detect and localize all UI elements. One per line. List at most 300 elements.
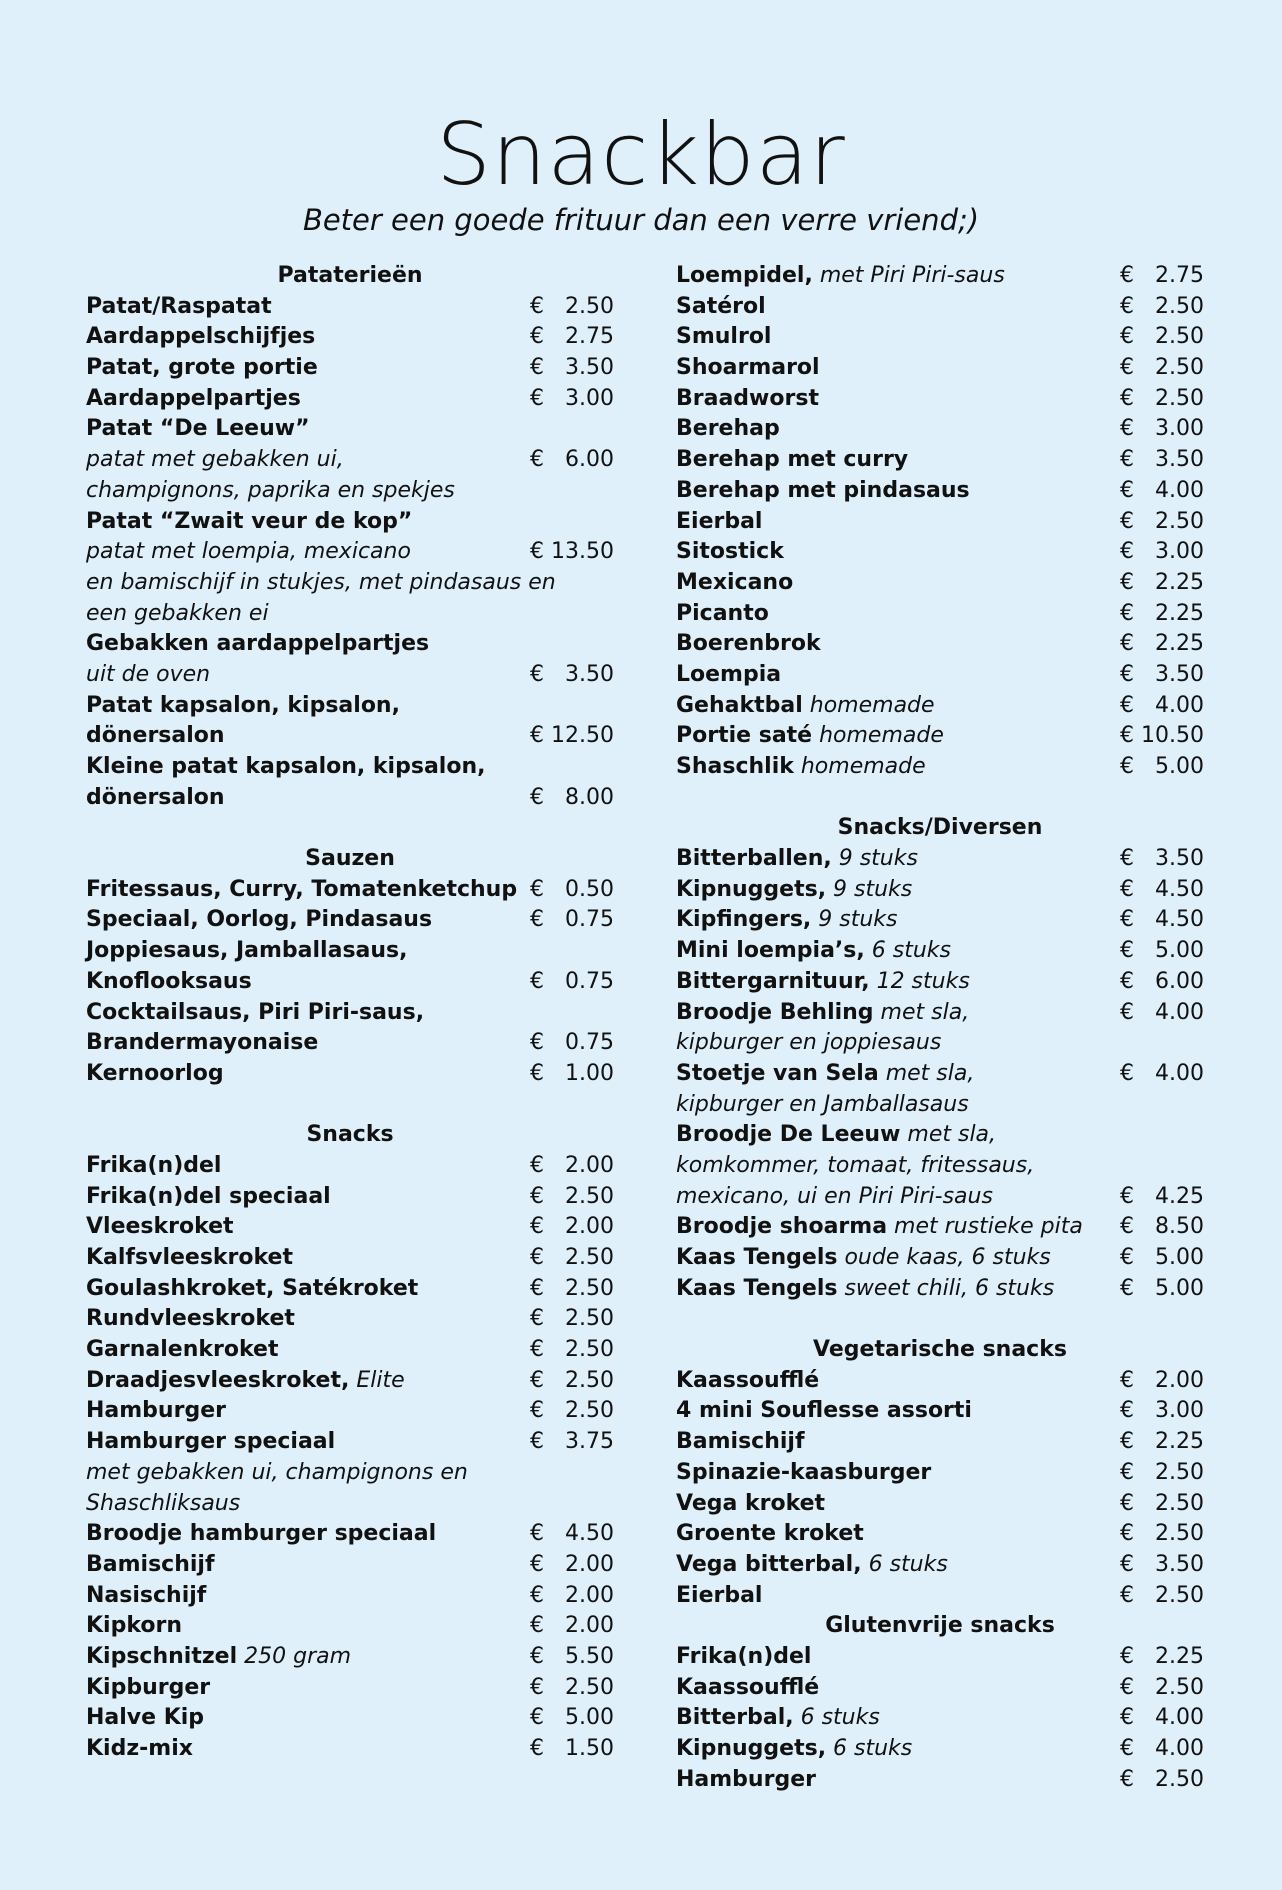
menu-item-text <box>86 1243 293 1274</box>
menu-item-name: Broodje hamburger speciaal <box>86 1521 437 1547</box>
menu-item-text <box>676 1550 948 1581</box>
menu-item-text <box>676 476 970 507</box>
menu-item-text <box>86 292 272 323</box>
menu-item-name: Rundvleeskroket <box>86 1306 295 1332</box>
menu-item-name: Mexicano <box>676 569 794 595</box>
price-amount: 5.00 <box>1155 754 1204 779</box>
menu-item-text <box>676 1274 1054 1305</box>
menu-item-description: 9 stuks <box>826 876 913 902</box>
menu-item-name: Brandermayonaise <box>86 1030 319 1056</box>
menu-item-row <box>86 1489 614 1520</box>
menu-item-row <box>86 353 614 384</box>
spacer <box>676 1304 1204 1335</box>
menu-item-text <box>676 875 912 906</box>
price-amount: 4.25 <box>1155 1183 1204 1209</box>
menu-item-description: 6 stuks <box>864 938 951 964</box>
menu-item-name: Kipkorn <box>86 1613 183 1639</box>
menu-item-name: Groente kroket <box>676 1521 864 1547</box>
menu-item-text <box>676 1120 996 1151</box>
price-amount: 2.50 <box>565 1306 614 1332</box>
menu-item-name: Patat “De Leeuw” <box>86 416 310 442</box>
menu-item-name: Fritessaus, Curry, Tomatenketchup <box>86 876 518 902</box>
currency-symbol: € <box>530 1367 544 1393</box>
price-amount: 2.00 <box>565 1613 614 1639</box>
menu-item-row <box>676 537 1204 568</box>
menu-item-description: 6 stuks <box>826 1736 913 1761</box>
menu-item-row <box>86 905 614 936</box>
currency-symbol: € <box>1120 293 1134 319</box>
menu-item-name: Gehaktbal <box>676 692 803 718</box>
menu-item-row <box>676 1673 1204 1704</box>
currency-symbol: € <box>530 661 544 687</box>
menu-item-row <box>676 721 1204 752</box>
menu-item-row <box>676 1458 1204 1489</box>
menu-item-description: met rustieke pita <box>887 1214 1083 1240</box>
menu-item-text <box>86 568 556 599</box>
menu-item-description: Shaschliksaus <box>86 1490 241 1516</box>
currency-symbol: € <box>1120 938 1134 964</box>
menu-item-row <box>676 1059 1204 1090</box>
currency-symbol: € <box>1120 1736 1134 1761</box>
menu-item-row <box>676 998 1204 1029</box>
spacer <box>676 783 1204 814</box>
menu-item-row <box>86 1734 614 1765</box>
menu-item-name: Stoetje van Sela <box>676 1060 879 1086</box>
menu-item-row <box>86 445 614 476</box>
menu-item-row <box>86 875 614 906</box>
menu-item-row <box>676 936 1204 967</box>
menu-item-row <box>86 1427 614 1458</box>
menu-item-name: Patat “Zwait veur de kop” <box>86 508 413 534</box>
menu-item-text <box>676 936 951 967</box>
menu-item-text <box>676 353 820 384</box>
menu-item-row <box>86 1274 614 1305</box>
price-amount: 4.00 <box>1155 1060 1204 1086</box>
menu-item-text <box>86 384 301 415</box>
menu-item-name: Bamischijf <box>86 1551 215 1577</box>
menu-item-text <box>676 1427 805 1458</box>
menu-item-name: Kleine patat kapsalon, kipsalon, <box>86 754 486 779</box>
menu-item-row <box>676 875 1204 906</box>
menu-item-name: Draadjesvleeskroket, <box>86 1367 350 1393</box>
menu-item-name: Joppiesaus, Jamballasaus, <box>86 938 408 964</box>
menu-item-name: Patat/Raspatat <box>86 293 272 319</box>
menu-item-row <box>86 752 614 783</box>
menu-item-description: komkommer, tomaat, fritessaus, <box>676 1152 1035 1178</box>
price-amount: 3.00 <box>1155 539 1204 565</box>
currency-symbol: € <box>530 1582 544 1608</box>
price-amount: 0.50 <box>565 876 614 902</box>
price-amount: 5.50 <box>565 1643 614 1669</box>
price-amount: 2.25 <box>1155 569 1204 595</box>
menu-item-name: Kernoorlog <box>86 1060 224 1086</box>
menu-item-description: met Piri Piri-saus <box>812 263 1005 288</box>
menu-item-text <box>676 1243 1051 1274</box>
menu-item-text <box>676 414 780 445</box>
price-amount: 2.25 <box>1155 631 1204 657</box>
menu-item-name: Aardappelpartjes <box>86 385 301 411</box>
menu-item-description: sweet chili, 6 stuks <box>837 1275 1055 1301</box>
price-amount: 4.50 <box>565 1521 614 1547</box>
menu-item-text <box>86 1519 436 1550</box>
menu-item-row <box>86 967 614 998</box>
menu-item-name: Satérol <box>676 293 766 319</box>
menu-item-name: Bitterballen, <box>676 846 832 872</box>
section-heading: Glutenvrije snacks <box>825 1613 1055 1639</box>
menu-item-text <box>676 322 771 353</box>
price-amount: 8.50 <box>1155 1214 1204 1240</box>
menu-item-text <box>86 1151 221 1182</box>
menu-item-name: Loempidel, <box>676 263 813 288</box>
currency-symbol: € <box>1120 1521 1134 1547</box>
currency-symbol: € <box>530 1245 544 1270</box>
currency-symbol: € <box>1120 1551 1134 1577</box>
menu-item-description: 12 stuks <box>869 968 970 994</box>
menu-item-name: Sitostick <box>676 539 784 565</box>
menu-column-left <box>86 261 614 1765</box>
menu-item-row <box>676 261 1204 292</box>
currency-symbol: € <box>530 1183 544 1209</box>
menu-item-row <box>676 752 1204 783</box>
menu-item-text <box>676 1151 1034 1182</box>
menu-item-text <box>86 1611 182 1642</box>
menu-item-text <box>86 1458 468 1489</box>
menu-item-description: homemade <box>793 754 926 779</box>
menu-item-name: Mini loempia’s, <box>676 938 865 964</box>
price-amount: 10.50 <box>1141 723 1204 749</box>
currency-symbol: € <box>530 355 544 381</box>
currency-symbol: € <box>1120 477 1134 503</box>
menu-item-row <box>86 1059 614 1090</box>
currency-symbol: € <box>1120 876 1134 902</box>
currency-symbol: € <box>1120 1766 1134 1792</box>
currency-symbol: € <box>1120 907 1134 933</box>
menu-item-text <box>676 1059 974 1090</box>
menu-item-text <box>86 967 252 998</box>
currency-symbol: € <box>1120 631 1134 657</box>
menu-item-name: Garnalenkroket <box>86 1337 279 1363</box>
price-amount: 2.00 <box>565 1152 614 1178</box>
menu-item-text <box>86 1642 351 1673</box>
currency-symbol: € <box>530 1613 544 1639</box>
price-amount: 1.00 <box>565 1060 614 1086</box>
menu-item-text <box>86 721 225 752</box>
currency-symbol: € <box>530 1030 544 1056</box>
menu-item-text <box>676 568 793 599</box>
price-amount: 2.50 <box>565 1275 614 1301</box>
menu-item-name: Loempia <box>676 661 782 687</box>
price-amount: 2.50 <box>1155 1582 1204 1608</box>
menu-item-description: 6 stuks <box>861 1551 948 1577</box>
menu-item-row <box>676 1550 1204 1581</box>
currency-symbol: € <box>1120 1429 1134 1455</box>
currency-symbol: € <box>530 1337 544 1363</box>
currency-symbol: € <box>530 1429 544 1455</box>
menu-item-name: Berehap met pindasaus <box>676 477 970 503</box>
price-amount: 2.00 <box>565 1582 614 1608</box>
currency-symbol: € <box>1120 1459 1134 1485</box>
price-amount: 4.00 <box>1155 477 1204 503</box>
menu-item-description: oude kaas, 6 stuks <box>837 1245 1051 1270</box>
price-amount: 2.75 <box>565 324 614 350</box>
menu-item-name: Shoarmarol <box>676 355 820 381</box>
menu-item-description: 250 gram <box>237 1643 352 1669</box>
currency-symbol: € <box>530 1521 544 1547</box>
menu-item-row <box>676 905 1204 936</box>
menu-item-name: Knoflooksaus <box>86 968 252 994</box>
price-amount: 2.50 <box>1155 1766 1204 1792</box>
menu-item-text <box>86 1673 210 1704</box>
menu-item-name: Berehap met curry <box>676 447 909 473</box>
price-amount: 3.00 <box>1155 416 1204 442</box>
menu-item-text <box>86 537 411 568</box>
menu-item-text <box>676 445 908 476</box>
menu-item-name: Shaschlik <box>676 754 794 779</box>
menu-item-text <box>86 1274 418 1305</box>
menu-item-text <box>676 660 781 691</box>
price-amount: 2.50 <box>1155 1521 1204 1547</box>
menu-item-row <box>86 476 614 507</box>
menu-item-row <box>86 1611 614 1642</box>
currency-symbol: € <box>530 1214 544 1240</box>
menu-item-name: Frika(n)del <box>676 1643 812 1669</box>
menu-item-description: 9 stuks <box>811 907 898 933</box>
menu-item-text <box>676 1519 864 1550</box>
price-amount: 2.25 <box>1155 600 1204 626</box>
menu-item-row <box>86 292 614 323</box>
menu-item-name: Kaas Tengels <box>676 1245 838 1270</box>
menu-item-text <box>676 1090 969 1121</box>
menu-item-name: Braadworst <box>676 385 819 411</box>
menu-item-text <box>676 507 762 538</box>
menu-item-text <box>86 445 344 476</box>
price-amount: 2.50 <box>1155 293 1204 319</box>
menu-item-text <box>86 1396 226 1427</box>
menu-item-text <box>676 261 1005 292</box>
price-amount: 4.50 <box>1155 876 1204 902</box>
menu-item-row <box>86 599 614 630</box>
price-amount: 2.50 <box>565 1398 614 1424</box>
menu-item-name: Frika(n)del speciaal <box>86 1183 331 1209</box>
currency-symbol: € <box>1120 661 1134 687</box>
section-heading: Snacks/Diversen <box>837 815 1043 841</box>
menu-item-row <box>676 1642 1204 1673</box>
currency-symbol: € <box>530 1275 544 1301</box>
menu-item-row <box>86 1151 614 1182</box>
price-amount: 2.50 <box>1155 508 1204 534</box>
price-amount: 2.50 <box>1155 324 1204 350</box>
price-amount: 2.50 <box>565 1183 614 1209</box>
menu-item-name: Spinazie-kaasburger <box>676 1459 932 1485</box>
menu-item-row <box>86 998 614 1029</box>
menu-item-text <box>86 1059 224 1090</box>
menu-item-row <box>86 936 614 967</box>
menu-item-row <box>86 783 614 814</box>
menu-item-row <box>676 1581 1204 1612</box>
menu-item-name: Kipnuggets, <box>676 876 827 902</box>
menu-item-name: Picanto <box>676 600 769 626</box>
currency-symbol: € <box>530 1152 544 1178</box>
menu-item-row <box>86 1182 614 1213</box>
menu-item-description: champignons, paprika en spekjes <box>86 477 455 503</box>
menu-item-text <box>676 1642 811 1673</box>
currency-symbol: € <box>1120 416 1134 442</box>
spacer <box>86 1090 614 1121</box>
menu-item-description: homemade <box>812 723 944 749</box>
currency-symbol: € <box>530 1398 544 1424</box>
section-heading: Vegetarische snacks <box>813 1337 1067 1363</box>
menu-item-description: 9 stuks <box>831 846 918 872</box>
menu-item-text <box>676 1489 825 1520</box>
currency-symbol: € <box>1120 1705 1134 1731</box>
menu-item-name: Kipnuggets, <box>676 1736 827 1761</box>
price-amount: 1.50 <box>565 1736 614 1761</box>
currency-symbol: € <box>1120 263 1134 288</box>
menu-item-row <box>86 414 614 445</box>
menu-item-text <box>86 1212 234 1243</box>
menu-item-name: Kaassoufflé <box>676 1367 820 1393</box>
currency-symbol: € <box>530 1551 544 1577</box>
currency-symbol: € <box>530 968 544 994</box>
price-amount: 2.25 <box>1155 1643 1204 1669</box>
menu-item-row <box>86 507 614 538</box>
menu-item-description: mexicano, ui en Piri Piri-saus <box>676 1183 993 1209</box>
currency-symbol: € <box>1120 723 1134 749</box>
menu-item-row <box>86 1673 614 1704</box>
menu-item-row <box>676 445 1204 476</box>
menu-item-description: met gebakken ui, champignons en <box>86 1459 468 1485</box>
menu-item-text <box>86 322 315 353</box>
menu-header <box>0 105 1282 237</box>
menu-item-text <box>676 998 969 1029</box>
menu-item-text <box>86 998 424 1029</box>
menu-item-name: Broodje shoarma <box>676 1214 888 1240</box>
menu-item-row <box>676 1765 1204 1796</box>
currency-symbol: € <box>530 385 544 411</box>
menu-item-row <box>676 507 1204 538</box>
menu-item-row <box>86 568 614 599</box>
menu-item-description: een gebakken ei <box>86 600 269 626</box>
menu-item-text <box>676 752 926 783</box>
price-amount: 2.50 <box>565 1245 614 1270</box>
currency-symbol: € <box>530 723 544 749</box>
price-amount: 8.00 <box>565 784 614 810</box>
menu-item-name: Cocktailsaus, Piri Piri-saus, <box>86 999 425 1025</box>
menu-item-name: Bittergarnituur, <box>676 968 870 994</box>
price-amount: 2.00 <box>1155 1367 1204 1393</box>
menu-item-name: Speciaal, Oorlog, Pindasaus <box>86 907 433 933</box>
currency-symbol: € <box>530 539 544 565</box>
menu-item-name: Gebakken aardappelpartjes <box>86 631 430 657</box>
menu-item-text <box>86 936 408 967</box>
menu-item-name: Kaassoufflé <box>676 1674 820 1700</box>
menu-item-row <box>676 660 1204 691</box>
spacer <box>86 813 614 844</box>
menu-item-text <box>86 1427 335 1458</box>
page-title: Snackbar <box>436 105 846 205</box>
menu-item-row <box>86 1642 614 1673</box>
menu-item-row <box>676 1120 1204 1151</box>
menu-item-row <box>86 1458 614 1489</box>
currency-symbol: € <box>530 1674 544 1700</box>
price-amount: 2.00 <box>565 1214 614 1240</box>
menu-item-text <box>676 1366 819 1397</box>
menu-item-name: Broodje De Leeuw <box>676 1122 901 1148</box>
menu-item-description: met sla, <box>900 1122 997 1148</box>
menu-item-name: Bamischijf <box>676 1429 805 1455</box>
menu-item-row <box>676 1519 1204 1550</box>
currency-symbol: € <box>1120 569 1134 595</box>
menu-item-text <box>86 752 485 783</box>
currency-symbol: € <box>1120 600 1134 626</box>
menu-item-name: Broodje Behling <box>676 999 874 1025</box>
menu-item-row <box>86 1243 614 1274</box>
menu-item-text <box>86 783 225 814</box>
menu-item-row <box>676 599 1204 630</box>
menu-item-text <box>86 1366 405 1397</box>
menu-item-description: patat met gebakken ui, <box>86 447 344 473</box>
currency-symbol: € <box>1120 508 1134 534</box>
menu-item-row <box>86 660 614 691</box>
menu-item-name: Smulrol <box>676 324 772 350</box>
menu-item-name: Frika(n)del <box>86 1152 222 1178</box>
menu-item-text <box>86 691 400 722</box>
menu-item-description: patat met loempia, mexicano <box>86 539 411 565</box>
menu-item-row <box>86 1335 614 1366</box>
menu-item-text <box>86 875 517 906</box>
currency-symbol: € <box>1120 1367 1134 1393</box>
menu-item-row <box>676 292 1204 323</box>
menu-item-text <box>86 1182 331 1213</box>
menu-item-row <box>676 384 1204 415</box>
price-amount: 2.50 <box>1155 1490 1204 1516</box>
menu-item-text <box>86 414 310 445</box>
currency-symbol: € <box>1120 968 1134 994</box>
price-amount: 2.75 <box>1155 263 1204 288</box>
menu-item-row <box>676 322 1204 353</box>
menu-item-text <box>676 1581 762 1612</box>
menu-item-name: Boerenbrok <box>676 631 821 657</box>
menu-item-text <box>86 1304 295 1335</box>
menu-item-row <box>86 1304 614 1335</box>
currency-symbol: € <box>1120 1245 1134 1270</box>
currency-symbol: € <box>1120 355 1134 381</box>
price-amount: 0.75 <box>565 1030 614 1056</box>
price-amount: 2.25 <box>1155 1429 1204 1455</box>
menu-item-description: en bamischijf in stukjes, met pindasaus en <box>86 569 556 595</box>
menu-item-name: Aardappelschijfjes <box>86 324 316 350</box>
currency-symbol: € <box>1120 1582 1134 1608</box>
menu-item-text <box>86 660 210 691</box>
menu-item-row <box>86 384 614 415</box>
menu-item-name: Kipschnitzel <box>86 1643 238 1669</box>
menu-item-description: met sla, <box>873 999 970 1025</box>
price-amount: 0.75 <box>565 907 614 933</box>
menu-item-name: dönersalon <box>86 723 225 749</box>
menu-item-name: Bitterbal, <box>676 1705 794 1731</box>
menu-item-row <box>676 691 1204 722</box>
menu-item-row <box>86 1519 614 1550</box>
price-amount: 2.50 <box>565 1367 614 1393</box>
menu-item-text <box>86 1028 318 1059</box>
currency-symbol: € <box>1120 1275 1134 1301</box>
menu-item-text <box>676 1396 972 1427</box>
menu-item-text <box>676 905 898 936</box>
menu-item-name: Kalfsvleeskroket <box>86 1245 293 1270</box>
currency-symbol: € <box>1120 754 1134 779</box>
menu-item-row <box>676 476 1204 507</box>
menu-item-row <box>676 1427 1204 1458</box>
